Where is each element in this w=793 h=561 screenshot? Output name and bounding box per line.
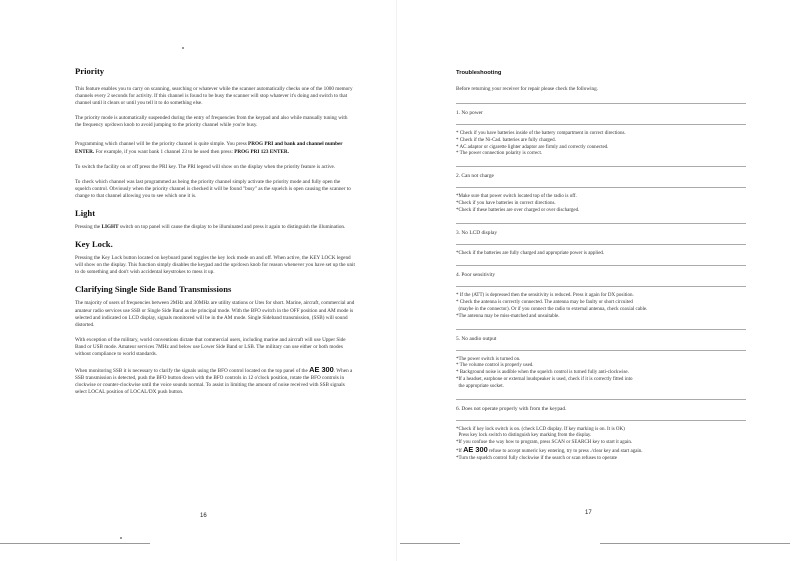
section-divider: [456, 399, 746, 400]
light-paragraph: [75, 224, 355, 231]
section-items: [456, 427, 746, 463]
text-run: *If: [456, 448, 464, 454]
section-items: [456, 357, 746, 391]
list-item: * Background noise is audible when the squelch control is turned fully anti-clockwise.: [456, 370, 629, 376]
list-item: *Turn the squelch control fully clockwise if the search or scan refuses to operate: [456, 455, 618, 461]
key-sequence: PROG PRI 123 ENTER.: [234, 148, 289, 155]
priority-paragraph-3: [75, 141, 355, 155]
section-divider: [456, 286, 746, 287]
scan-edge-line: [400, 543, 460, 544]
section-title: 4. Poor sensitivity: [456, 272, 496, 279]
ssb-paragraph-1: The majority of users of frequencies between 2MHz and 30MHz are utility stations or Utes for short. Marine, aircraft, commercial and amateur radio services use SSB or Single Side Band as the principal mode. With the BFO switch in the OFF position and AM mode is selected and indicated on LCD display, signals monitored will be in the AM mode. Single Sideband transmission, (SSB) will sound distorted.: [75, 300, 355, 328]
list-item: Press key lock switch to distinguish key marking from the display.: [456, 433, 592, 439]
scan-edge-line: [0, 543, 150, 544]
section-divider: [456, 350, 746, 351]
text-run: switch on top panel will cause the display to be illuminated and press it again to distinguish the illumination.: [118, 224, 346, 231]
ssb-paragraph-3: [75, 366, 355, 396]
left-page: [0, 0, 396, 561]
priority-paragraph-4: To switch the facility on or off press the PRI key. The PRI legend will show on the display when the priority feature is active.: [75, 163, 336, 170]
text-run: When monitoring SSB it is necessary to clarify the signals using the BFO control located on the top panel of the: [75, 368, 310, 375]
list-item: *If you confuse the way how to program, press SCAN or SEARCH key to start it again.: [456, 440, 633, 446]
list-item: *Check if you have batteries in correct directions.: [456, 200, 556, 206]
section-items: [456, 293, 746, 320]
section-title: 1. No power: [456, 110, 483, 116]
text-run: Pressing the: [75, 224, 102, 231]
key-sequence: PROG PRI: [248, 141, 274, 148]
list-item: *If a headset, earphone or external loudspeaker is used, check if it is correctly fitted into: [456, 376, 633, 382]
text-run: For example, if you want bank 1 channel 23 to be used then press:: [94, 148, 235, 155]
section-divider: [456, 420, 746, 421]
section-title: 2. Can not charge: [456, 173, 494, 180]
section-divider: [456, 124, 746, 125]
list-item: * Check if you have batteries inside of the battery compartment in correct directions.: [456, 131, 626, 136]
list-item: * If the (ATT) is depressed then the sensitivity is reduced. Press it again for DX position.: [456, 293, 634, 299]
section-items: [456, 251, 746, 258]
model-name: AE 300: [309, 365, 334, 375]
list-item: * Check the antenna is correctly connected. The antenna may be faulty or short circuited: [456, 300, 633, 306]
left-column: [75, 66, 355, 404]
list-item: *The antenna may be miss-matched and unsuitable.: [456, 313, 560, 319]
model-name: AE 300: [463, 444, 488, 454]
light-heading: Light: [75, 208, 96, 219]
section-divider: [456, 244, 746, 245]
list-item: *Make sure that power switch located top of the radio is off.: [456, 194, 577, 200]
text-run: and bank and channel number: [273, 141, 343, 148]
troubleshooting-intro: Before returning your receiver for repair please check the following.: [456, 86, 599, 92]
right-page: [396, 0, 793, 561]
section-divider: [456, 187, 746, 188]
section-items: [456, 194, 746, 214]
page-number: 17: [585, 510, 592, 516]
list-item: (maybe in the connector). Or if you connect the radio to external antenna, check coaxial cable.: [456, 306, 648, 312]
troubleshooting-heading: Troubleshooting: [456, 70, 502, 76]
priority-paragraph-1: This feature enables you to carry on scanning, searching or whatever while the scanner automatically checks one of the 1000 memory channels every 2 seconds for activity. If this channel is found to be busy the scanner will stop whatever it's doing and switch to that channel until it clears or until you tell it to do something else.: [75, 86, 353, 107]
section-title: 3. No LCD display: [456, 229, 498, 236]
text-run: . When a SSB transmission is detected, push the BFO button down with the BFO controls in 12 o'clock position, rotate the BFO controls in clockwise or counter-clockwise until the voice sounds normal. To assist in limiting the amount of noise received with SSB signals select LOCAL position of LOCAL/DX push button.: [75, 368, 353, 396]
ssb-heading: Clarifying Single Side Band Transmissions: [75, 284, 232, 295]
key-name: LIGHT: [101, 224, 119, 231]
list-item: * The volume control is properly used.: [456, 363, 534, 369]
list-item: *The power switch is turned on.: [456, 356, 521, 362]
list-item: * The power connection polarity is correct.: [456, 151, 543, 157]
text-run: Programming which channel will be the priority channel is quite simple. You press: [75, 141, 249, 148]
key-sequence: ENTER.: [75, 148, 95, 155]
section-divider: [456, 265, 746, 266]
priority-paragraph-5: To check which channel was last programmed as being the priority channel simply activate the priority mode and fully open the squelch control. Obviously when the priority channel is checked it will be found "busy" as the squelch is open causing the scanner to change to that channel allowing you to see which one it is.: [75, 178, 351, 199]
list-item: *Check if the batteries are fully charged and appropriate power is applied.: [456, 250, 605, 256]
priority-paragraph-2: The priority mode is automatically suspended during the entry of frequencies from the keypad and also while manually tuning with the frequency up/down knob to avoid jumping to the priority channel while you're busy.: [75, 115, 348, 129]
right-column: [456, 70, 746, 471]
list-item: *Check if these batteries are over charged or over discharged.: [456, 207, 580, 213]
keylock-heading: Key Lock.: [75, 239, 113, 250]
section-title: 6. Does not operate properly with from the keypad.: [456, 405, 567, 412]
list-item: * AC adaptor or cigarette lighter adaptor are firmly and correctly connected.: [456, 144, 609, 150]
section-divider: [456, 223, 746, 224]
section-items: [456, 131, 746, 158]
ssb-paragraph-2: With exception of the military, world conventions dictate that commercial users, including marine and aircraft will use Upper Side Band or USB mode. Amateur services 7MHz and below use Lower Side Band or LSB. The military can use either or both modes without compliance to world standards.: [75, 336, 346, 357]
section-title: 5. No audio output: [456, 335, 497, 342]
section-divider: [456, 103, 746, 104]
section-divider: [456, 329, 746, 330]
scan-edge-line: [600, 543, 790, 544]
page-number: 16: [200, 513, 207, 519]
keylock-paragraph: Pressing the Key Lock button located on keyboard panel toggles the key lock mode on and off. When active, the KEY LOCK legend will show on the display. This function simply disables the keypad and the up/down knob for reason whenever you have set up the unit to do something and don't wish accidental keystrokes to mess it up.: [75, 255, 355, 276]
list-item: the appropriate socket.: [456, 383, 504, 389]
section-divider: [456, 166, 746, 167]
priority-heading: Priority: [75, 66, 105, 76]
troubleshooting-sections: [456, 103, 746, 391]
text-run: refuse to accept numeric key entering, try to press ./clear key and start again.: [487, 448, 643, 454]
list-item: * Check if the Ni-Cad. batteries are fully charged.: [456, 137, 556, 143]
list-item: [456, 444, 746, 456]
list-item: *Check if key lock switch is on. (check LCD display. If key marking is on. It is OK): [456, 426, 625, 432]
